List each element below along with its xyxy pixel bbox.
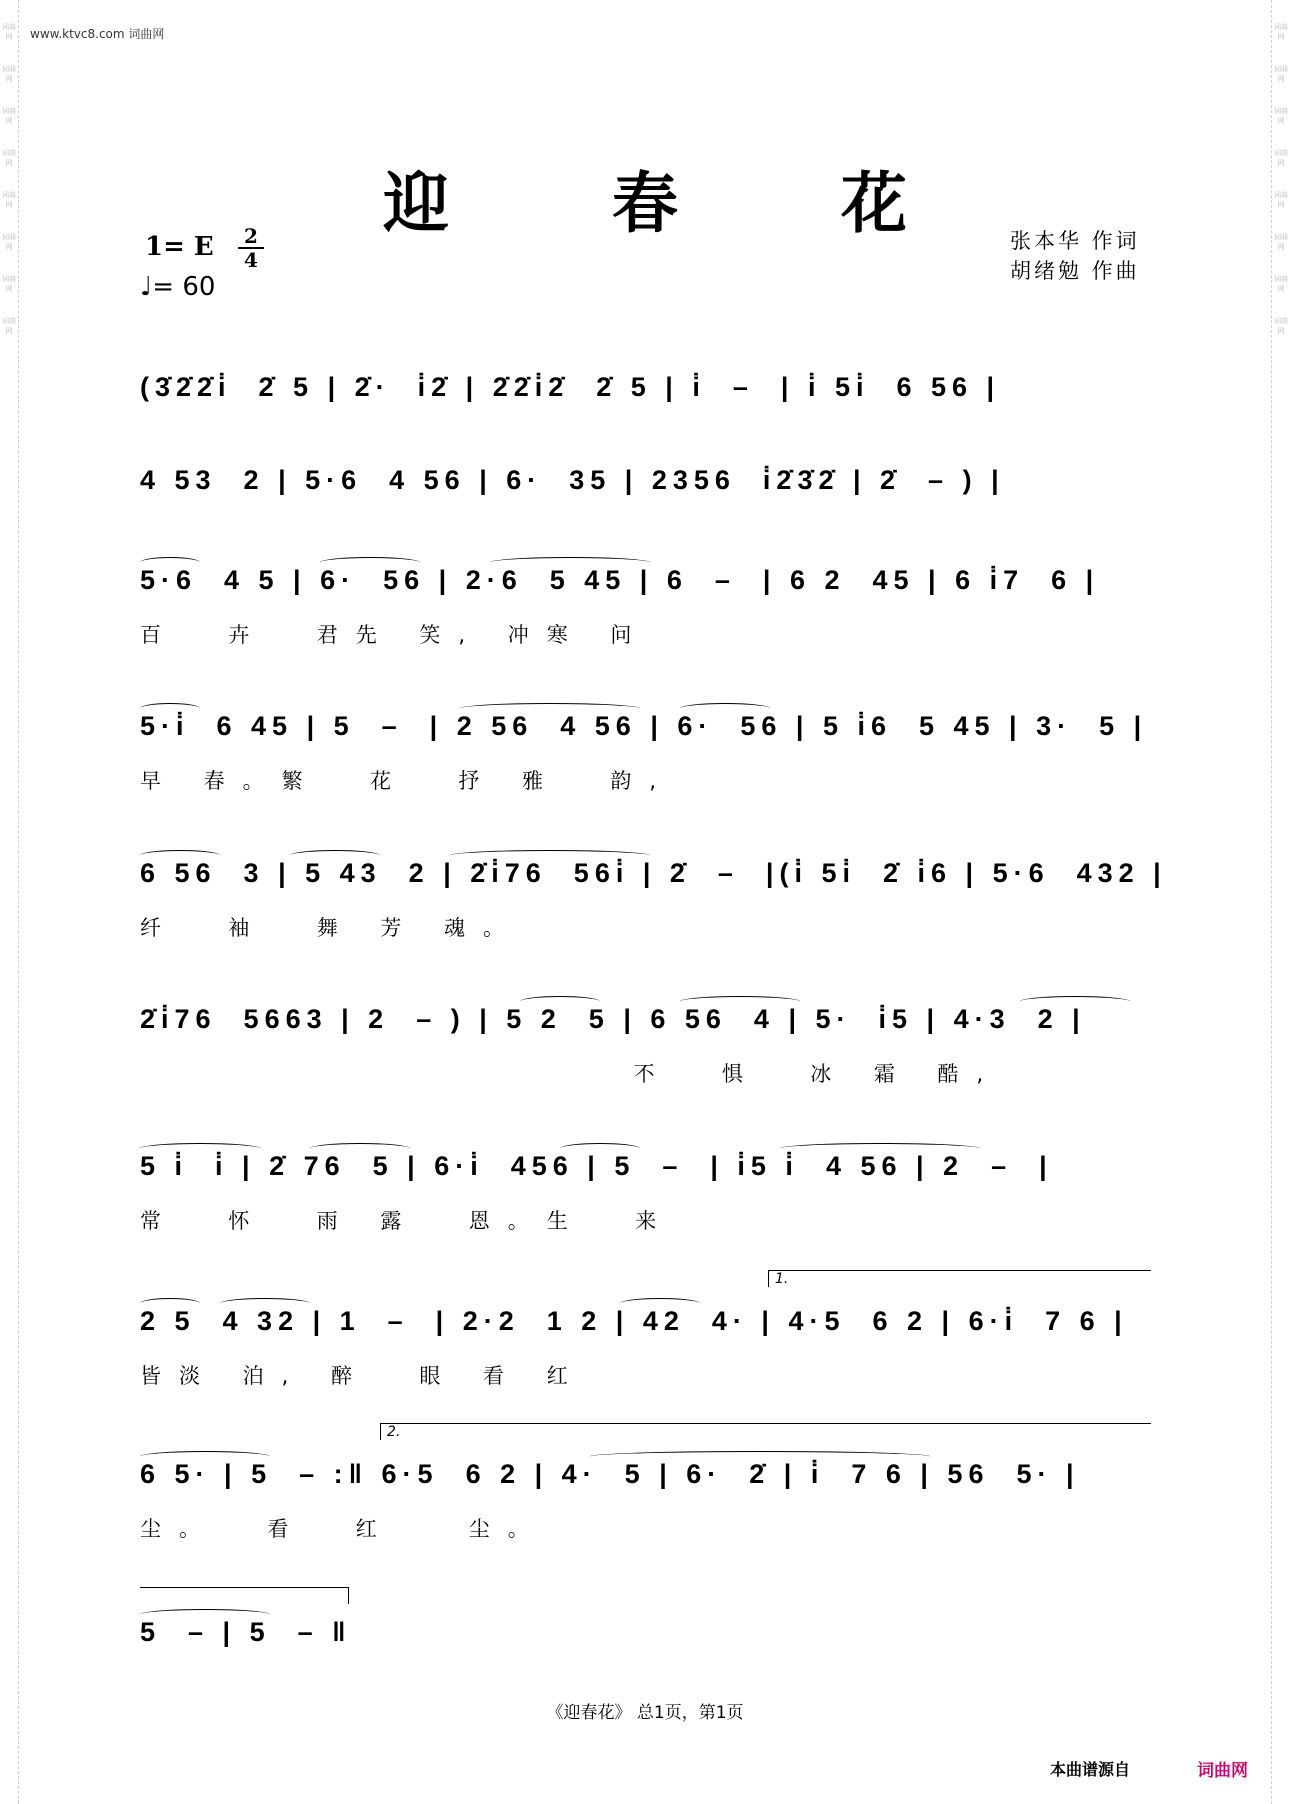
score-row [140,1151,1150,1233]
watermark-text: 词曲网 [2,107,16,125]
notation-line: 2 5 4 32 | 1 – | 2·2 1 2 | 42 4· | 4·5 6 2 | 6·i̇ 7 6 | [140,1306,1128,1336]
lyrics-line: 皆淡 泊, 醉 眼 看 红 [140,1364,586,1388]
key-signature: 1= E [145,232,214,262]
watermark-text: 词曲网 [2,233,16,251]
notation-line: 5·i̇ 6 45 | 5 – | 2 56 4 56 | 6· 56 | 5 i̇6 5 45 | 3· 5 | [140,711,1148,741]
site-logo-text: 词曲网 [1197,1761,1248,1781]
credits [1010,226,1140,286]
notation-line: 2̇i̇76 5663 | 2 – ) | 5 2 5 | 6 56 4 | 5· i̇5 | 4·3 2 | [140,1004,1086,1034]
watermark-text: 词曲网 [1274,275,1288,293]
notation-line: 6 5· | 5 – :‖ 6·5 6 2 | 4· 5 | 6· 2̇ | i̇ 7 6 | 56 5· | [140,1459,1080,1489]
first-ending-bracket [768,1270,1151,1287]
notation-line: 5 – | 5 – ‖ [140,1617,352,1647]
score-row [140,1271,1150,1388]
volta-number: 1. [775,1271,789,1287]
right-watermark-strip [1271,0,1290,1804]
watermark-text: 词曲网 [2,191,16,209]
lyrics-line: 百 卉 君先 笑, 冲寒 问 [140,623,650,647]
watermark-text: 词曲网 [1274,107,1288,125]
score-row [140,565,1150,647]
score-row [140,1004,1150,1086]
score-row [140,1424,1150,1541]
watermark-text: 词曲网 [1274,23,1288,41]
time-signature-top: 2 [244,224,258,248]
score-row [140,372,1150,432]
lyrics-line: 尘。 看 红 尘。 [140,1517,547,1541]
watermark-text: 词曲网 [2,65,16,83]
notation-line: 4 53 2 | 5·6 4 56 | 6· 35 | 2356 i̇2̇3̇2̇ | 2̇ – ) | [140,465,1005,495]
page-footer: 《迎春花》 总1页，第1页 [546,1703,744,1723]
tempo-marking: ♩= 60 [140,272,216,302]
source-label: 本曲谱源自 [1050,1760,1131,1779]
composer-credit: 胡绪勉 作曲 [1010,259,1140,283]
second-ending-bracket [380,1423,1151,1440]
time-signature-bottom: 4 [244,248,258,272]
notation-line: 6 56 3 | 5 43 2 | 2̇i̇76 56i̇ | 2̇ – |(i̇ 5i̇ 2̇ i̇6 | 5·6 432 | [140,858,1167,888]
notation-line: 5·6 4 5 | 6· 56 | 2·6 5 45 | 6 – | 6 2 45 | 6 i̇7 6 | [140,565,1100,595]
lyricist-credit: 张本华 作词 [1010,229,1140,253]
song-title: 迎 春 花 [383,164,977,242]
score-row [140,858,1167,940]
notation-line: (3̇2̇2̇i̇ 2̇ 5 | 2̇· i̇2̇ | 2̇2̇i̇2̇ 2̇ 5 | i̇ – | i̇ 5i̇ 6 56 | [140,372,1001,402]
left-watermark-strip [0,0,19,1804]
watermark-text: 词曲网 [2,275,16,293]
watermark-text: 词曲网 [1274,317,1288,335]
watermark-text: 词曲网 [1274,65,1288,83]
lyrics-line: 早 春。繁 花 抒 雅 韵, [140,769,675,793]
score-row [140,465,1150,525]
source-url: www.ktvc8.com 词曲网 [30,27,165,41]
watermark-text: 词曲网 [2,23,16,41]
watermark-text: 词曲网 [2,149,16,167]
volta-number: 2. [387,1424,401,1440]
watermark-text: 词曲网 [1274,191,1288,209]
watermark-text: 词曲网 [2,317,16,335]
final-bracket [140,1587,349,1604]
notation-line: 5 i̇ i̇ | 2̇ 76 5 | 6·i̇ 456 | 5 – | i̇5 i̇ 4 56 | 2 – | [140,1151,1053,1181]
watermark-text: 词曲网 [1274,149,1288,167]
watermark-text: 词曲网 [1274,233,1288,251]
score-row [140,711,1150,793]
lyrics-line: 不 惧 冰 霜 酷, [140,1062,1002,1086]
lyrics-line: 常 怀 雨 露 恩。生 来 [140,1209,675,1233]
time-signature [238,226,264,270]
score-row [140,1617,1150,1677]
lyrics-line: 纤 袖 舞 芳 魂。 [140,916,523,940]
